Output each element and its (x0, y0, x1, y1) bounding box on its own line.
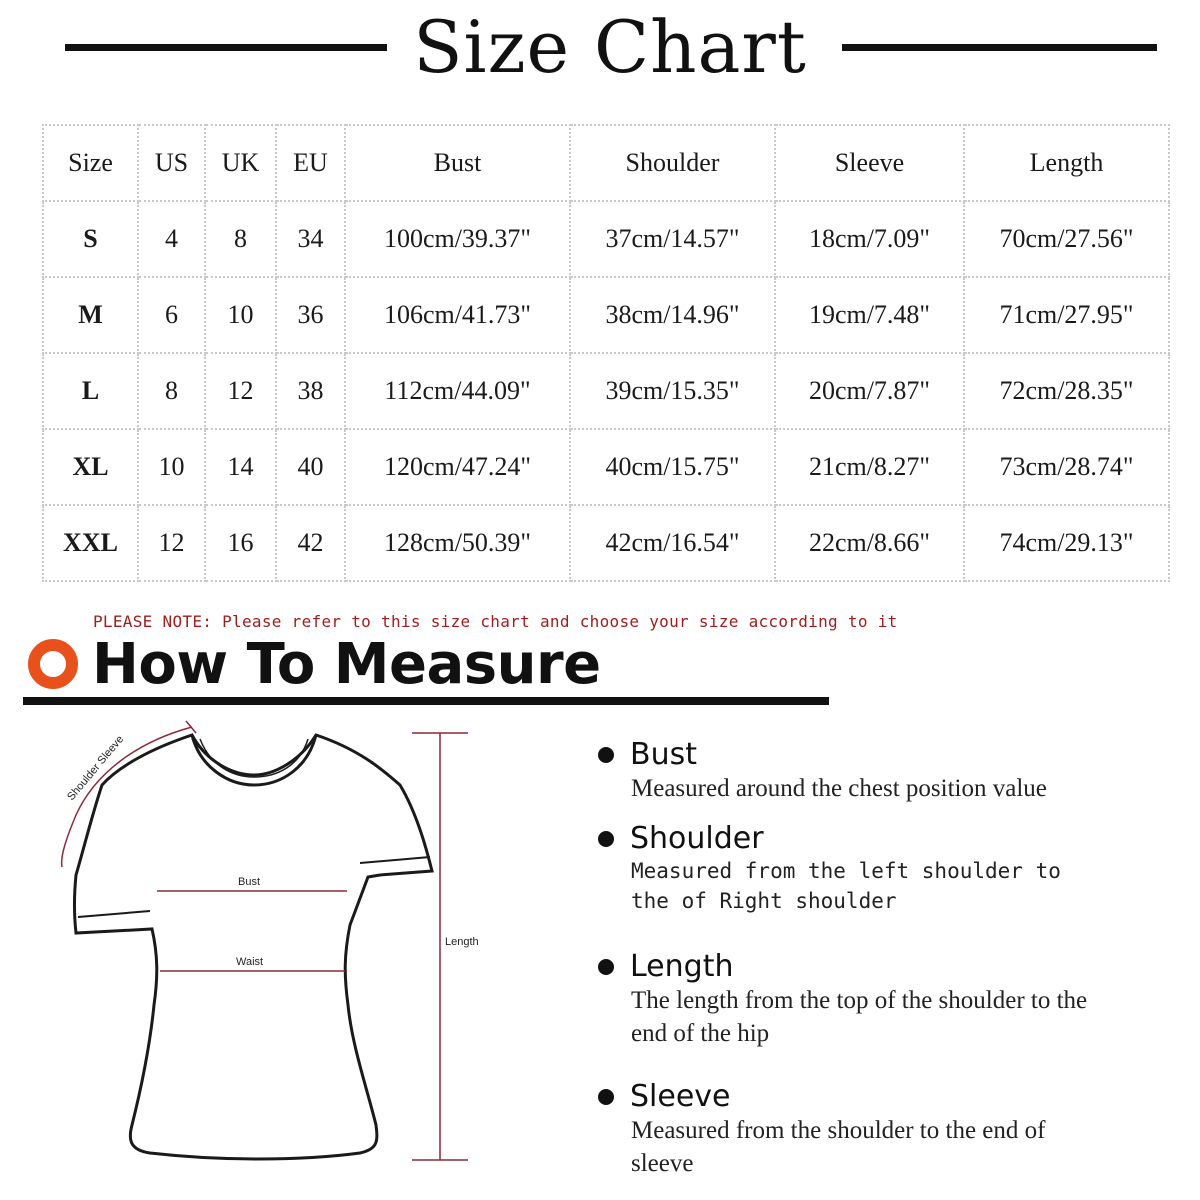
measure-title: Length (630, 949, 734, 984)
table-cell: 8 (205, 201, 276, 277)
right-sleeve-hem (360, 857, 430, 863)
table-cell: 112cm/44.09" (345, 353, 570, 429)
measure-item-bust (598, 738, 1118, 805)
page-title: Size Chart (413, 5, 807, 89)
table-cell: 8 (138, 353, 205, 429)
table-cell: 37cm/14.57" (570, 201, 775, 277)
bullet-icon (598, 1089, 614, 1105)
table-cell: 100cm/39.37" (345, 201, 570, 277)
measure-desc: Measured around the chest position value (631, 775, 1047, 802)
table-cell: 106cm/41.73" (345, 277, 570, 353)
how-to-measure-rule (23, 697, 829, 705)
table-cell: 40cm/15.75" (570, 429, 775, 505)
table-cell: 16 (205, 505, 276, 581)
table-cell: 10 (138, 429, 205, 505)
shoulder-sleeve-tick (186, 721, 196, 733)
size-chart-table (42, 124, 1170, 582)
table-cell: XL (43, 429, 138, 505)
table-cell: 36 (276, 277, 345, 353)
measure-desc: Measured from the shoulder to the end of sleeve (631, 1117, 1046, 1177)
table-cell: 38cm/14.96" (570, 277, 775, 353)
table-row (43, 277, 1169, 353)
table-cell: 71cm/27.95" (964, 277, 1169, 353)
bust-label: Bust (238, 876, 261, 888)
table-header-row (43, 125, 1169, 201)
table-cell: 42 (276, 505, 345, 581)
table-cell: 34 (276, 201, 345, 277)
measure-desc: Measured from the left shoulder to the of Right shoulder (631, 859, 1061, 913)
table-cell: 20cm/7.87" (775, 353, 964, 429)
table-cell: 12 (138, 505, 205, 581)
table-row (43, 353, 1169, 429)
table-cell: 39cm/15.35" (570, 353, 775, 429)
table-cell: 42cm/16.54" (570, 505, 775, 581)
table-cell: 38 (276, 353, 345, 429)
table-cell: S (43, 201, 138, 277)
table-cell: 14 (205, 429, 276, 505)
bullet-icon (598, 747, 614, 763)
waist-label: Waist (236, 956, 264, 968)
column-header: Shoulder (570, 125, 775, 201)
table-cell: 19cm/7.48" (775, 277, 964, 353)
left-sleeve-hem (78, 911, 150, 917)
tshirt-diagram (0, 705, 560, 1200)
table-cell: 6 (138, 277, 205, 353)
table-cell: M (43, 277, 138, 353)
measure-title: Bust (630, 737, 697, 772)
column-header: EU (276, 125, 345, 201)
table-cell: 18cm/7.09" (775, 201, 964, 277)
bullet-icon (598, 959, 614, 975)
shoulder-sleeve-label: Shoulder Sleeve (65, 733, 127, 803)
column-header: Sleeve (775, 125, 964, 201)
table-cell: L (43, 353, 138, 429)
table-row (43, 201, 1169, 277)
tshirt-outline (75, 735, 433, 1159)
table-cell: 70cm/27.56" (964, 201, 1169, 277)
table-cell: 12 (205, 353, 276, 429)
length-label: Length (445, 936, 479, 948)
column-header: Bust (345, 125, 570, 201)
column-header: Size (43, 125, 138, 201)
title-rule-right (842, 44, 1157, 51)
table-cell: 128cm/50.39" (345, 505, 570, 581)
table-cell: 22cm/8.66" (775, 505, 964, 581)
table-row (43, 505, 1169, 581)
table-cell: 120cm/47.24" (345, 429, 570, 505)
ring-bullet-icon (27, 638, 79, 690)
table-cell: 40 (276, 429, 345, 505)
measure-item-length (598, 950, 1118, 1050)
size-note: PLEASE NOTE: Please refer to this size chart and choose your size according to it (93, 612, 898, 631)
table-cell: 4 (138, 201, 205, 277)
measure-desc: The length from the top of the shoulder to the end of the hip (631, 987, 1088, 1047)
table-cell: 10 (205, 277, 276, 353)
table-cell: 73cm/28.74" (964, 429, 1169, 505)
measure-item-sleeve (598, 1080, 1118, 1180)
table-cell: 21cm/8.27" (775, 429, 964, 505)
table-row (43, 429, 1169, 505)
column-header: Length (964, 125, 1169, 201)
shoulder-sleeve-line (62, 727, 192, 867)
title-rule-left (65, 44, 387, 51)
measure-title: Shoulder (630, 821, 764, 856)
column-header: UK (205, 125, 276, 201)
measure-title: Sleeve (630, 1079, 731, 1114)
measure-item-shoulder (598, 822, 1118, 916)
how-to-measure-title: How To Measure (92, 632, 601, 697)
column-header: US (138, 125, 205, 201)
table-cell: 72cm/28.35" (964, 353, 1169, 429)
table-cell: XXL (43, 505, 138, 581)
table-cell: 74cm/29.13" (964, 505, 1169, 581)
bullet-icon (598, 831, 614, 847)
